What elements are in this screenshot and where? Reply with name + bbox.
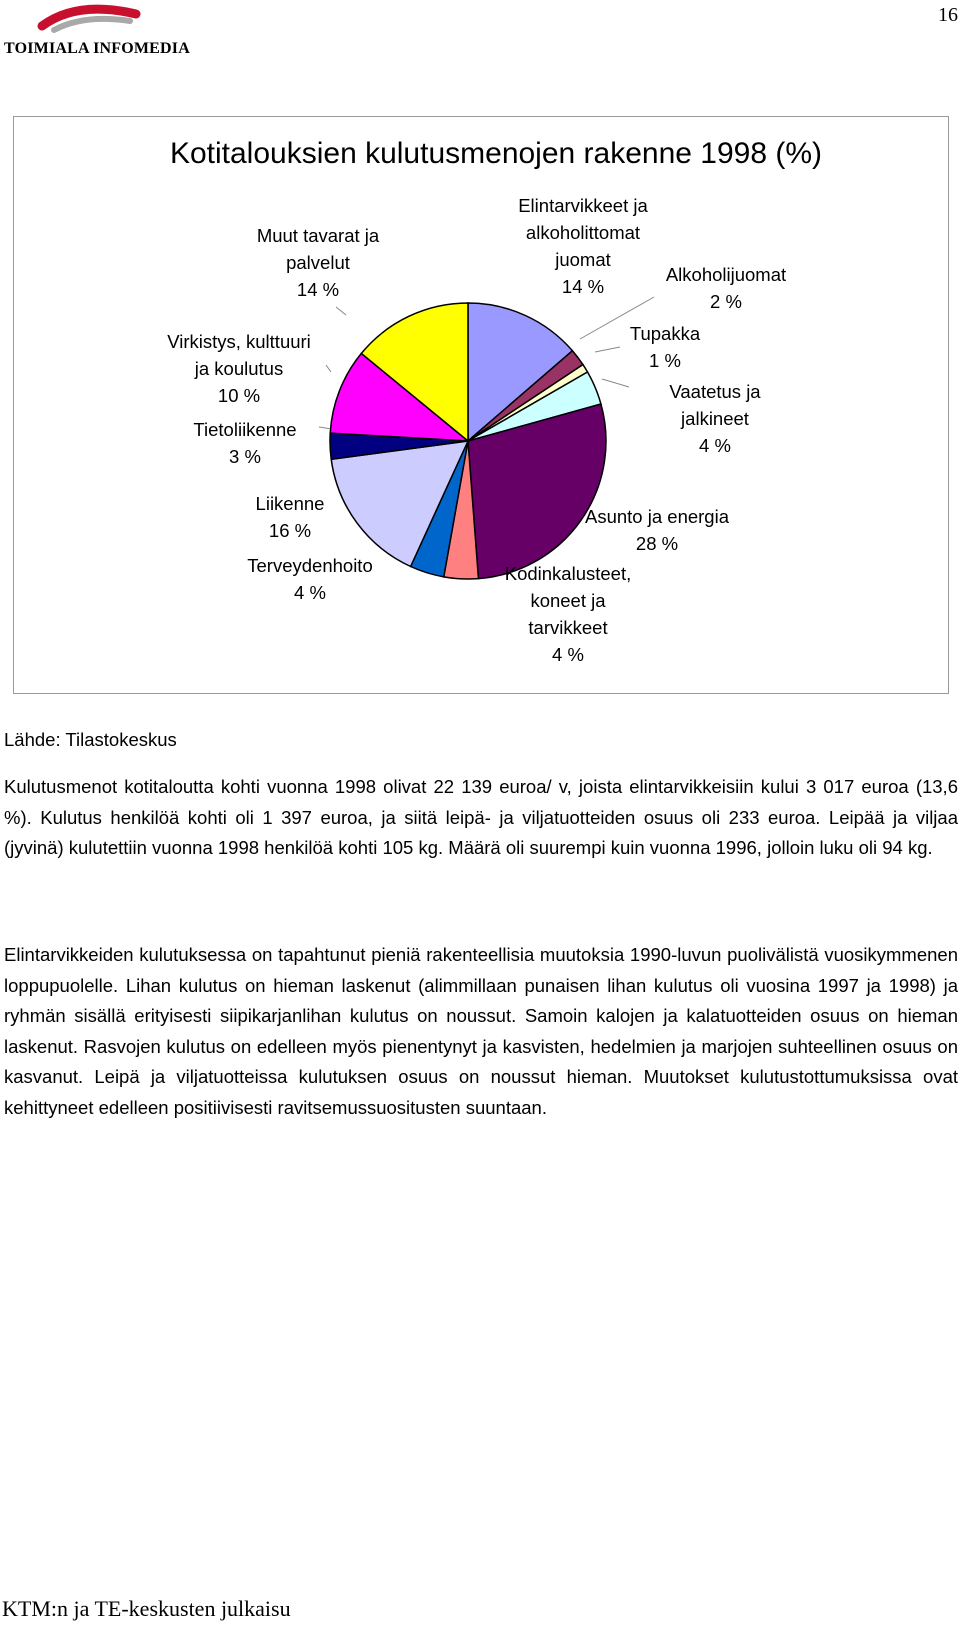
- source-note: Lähde: Tilastokeskus: [4, 729, 177, 750]
- leader-line: [602, 379, 629, 387]
- slice-label: Kodinkalusteet, koneet ja tarvikkeet 4 %: [504, 563, 632, 665]
- logo-arc-icon: [2, 2, 192, 42]
- leader-line: [595, 347, 620, 352]
- slice-label: Muut tavarat ja palvelut 14 %: [256, 225, 380, 300]
- logo: [2, 2, 192, 58]
- paragraph: Elintarvikkeiden kulutuksessa on tapahtunut pieniä rakenteellisia muutoksia 1990-luvun puolivälistä vuosikymmenen loppupuolelle. Lihan kulutus on hieman laskenut (alimmillaan punaisen lihan kulutus oli vuosina 1997 ja 1998) ja ryhmän sisällä erityisesti siipikarjanlihan kulutus on noussut. Samoin kalojen ja kalatuotteiden osuus on hieman laskenut. Rasvojen kulutus on edelleen myös pienentynyt ja kasvisten, hedelmien ja marjojen suhteellinen osuus on kasvanut. Leipä ja viljatuotteissa kulutuksen osuus on noussut hieman. Muutokset kulutustottumuksissa ovat kehittyneet edelleen positiivisesti ravitsemussuositusten suuntaan.: [4, 944, 958, 1118]
- slice-label: Terveydenhoito 4 %: [247, 555, 373, 603]
- chart-title: Kotitalouksien kulutusmenojen rakenne 1998 (%): [169, 137, 823, 170]
- page-number: 16: [938, 4, 958, 26]
- slice-label: Virkistys, kulttuuri ja koulutus 10 %: [167, 331, 311, 406]
- slice-label: Vaatetus ja jalkineet 4 %: [669, 381, 761, 456]
- slice-label: Tietoliikenne 3 %: [193, 419, 297, 467]
- slice-label: Alkoholijuomat 2 %: [665, 264, 787, 312]
- leader-line: [336, 307, 346, 315]
- slice-label: Elintarvikkeet ja alkoholittomat juomat 14 %: [518, 195, 648, 297]
- leader-line: [326, 365, 331, 372]
- footer: KTM:n ja TE-keskusten julkaisu: [2, 1596, 291, 1621]
- slice-label: Tupakka 1 %: [629, 323, 701, 371]
- paragraph: Kulutusmenot kotitaloutta kohti vuonna 1998 olivat 22 139 euroa/ v, joista elintarvikkeisiin kului 3 017 euroa (13,6 %). Kulutus henkilöä kohti oli 1 397 euroa, ja siitä leipä- ja viljatuotteiden osuus oli 233 euroa. Leipää ja viljaa (jyvinä) kulutettiin vuonna 1998 henkilöä kohti 105 kg. Määrä oli suurempi kuin vuonna 1996, jolloin luku oli 94 kg.: [4, 776, 958, 858]
- logo-text: TOIMIALA INFOMEDIA: [4, 40, 190, 57]
- slice-label: Liikenne 16 %: [255, 493, 325, 541]
- slice-label: Asunto ja energia 28 %: [585, 506, 729, 554]
- pie-chart: [14, 117, 948, 693]
- pie-chart-frame: [13, 116, 949, 694]
